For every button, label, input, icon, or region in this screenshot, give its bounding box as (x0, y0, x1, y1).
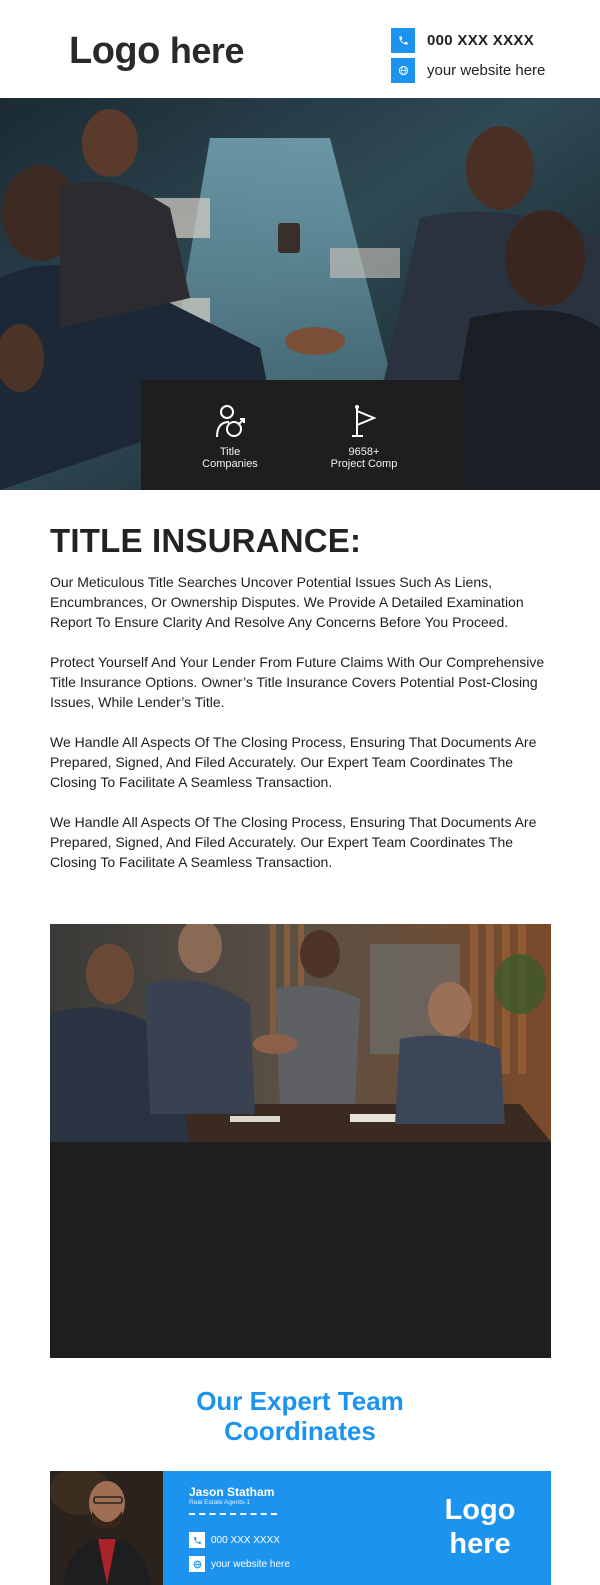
agent-phone-row[interactable] (189, 1532, 280, 1548)
paragraph-1: Our Meticulous Title Searches Uncover Potential Issues Such As Liens, Encumbrances, Or Ownership Disputes. We Provide A Detailed Examination Report To Ensure Clarity And Resolve Any Concerns Before You Proceed. (50, 574, 524, 630)
stat-title-companies (170, 402, 290, 470)
stat-value: 9658+ (348, 446, 380, 458)
stat-label: Project Comp (330, 458, 398, 470)
section-title: TITLE INSURANCE: (50, 522, 362, 559)
stat-label-line2: Companies (202, 458, 258, 470)
team-heading (0, 1386, 600, 1446)
hero-image (0, 98, 600, 490)
header-phone: 000 XXX XXXX (427, 32, 534, 49)
logo[interactable] (69, 30, 244, 73)
paragraph-3: We Handle All Aspects Of The Closing Process, Ensuring That Documents Are Prepared, Signed, And Filed Accurately. Our Expert Team Coordinates The Closing To Facilitate A Seamless Transaction. (50, 734, 537, 790)
logo-word-2: here (169, 30, 244, 71)
header-website: your website here (427, 62, 546, 79)
card-logo-line2: here (449, 1528, 511, 1560)
agent-website-row[interactable] (189, 1556, 290, 1572)
header-website-row[interactable] (391, 58, 545, 83)
dashed-divider (189, 1513, 277, 1515)
header-phone-row[interactable] (391, 28, 534, 53)
stats-panel (141, 380, 459, 490)
image-placeholder-block (50, 1142, 551, 1358)
globe-icon (391, 58, 415, 83)
stat-projects (304, 402, 424, 470)
agent-name: Jason Statham (189, 1485, 275, 1499)
agent-website: your website here (211, 1558, 290, 1570)
agent-card (50, 1471, 551, 1585)
team-heading-line1: Our Expert Team (196, 1386, 404, 1416)
phone-icon (189, 1532, 205, 1548)
paragraph-2: Protect Yourself And Your Lender From Future Claims With Our Comprehensive Title Insurance Options. Owner’s Title Insurance Covers Potential Post-Closing Issues, While Lender’s Title. (50, 654, 545, 710)
page-header (0, 0, 600, 98)
agent-phone: 000 XXX XXXX (211, 1534, 280, 1546)
phone-icon (391, 28, 415, 53)
card-logo[interactable] (430, 1493, 530, 1561)
avatar (50, 1471, 163, 1585)
agent-role: Real Estate Agents-1 (189, 1499, 251, 1506)
logo-word-1: Logo (69, 30, 160, 72)
stat-label-line1: Title (219, 446, 241, 458)
person-icon (170, 402, 290, 440)
team-heading-line2: Coordinates (224, 1416, 376, 1446)
card-logo-line1: Logo (444, 1494, 516, 1526)
agent-portrait (50, 1471, 163, 1585)
paragraph-4: We Handle All Aspects Of The Closing Process, Ensuring That Documents Are Prepared, Signed, And Filed Accurately. Our Expert Team Coordinates The Closing To Facilitate A Seamless Transaction. (50, 814, 537, 870)
team-meeting-image (50, 924, 551, 1142)
globe-icon (189, 1556, 205, 1572)
flag-icon (304, 402, 424, 440)
office-handshake-photo (50, 924, 551, 1142)
